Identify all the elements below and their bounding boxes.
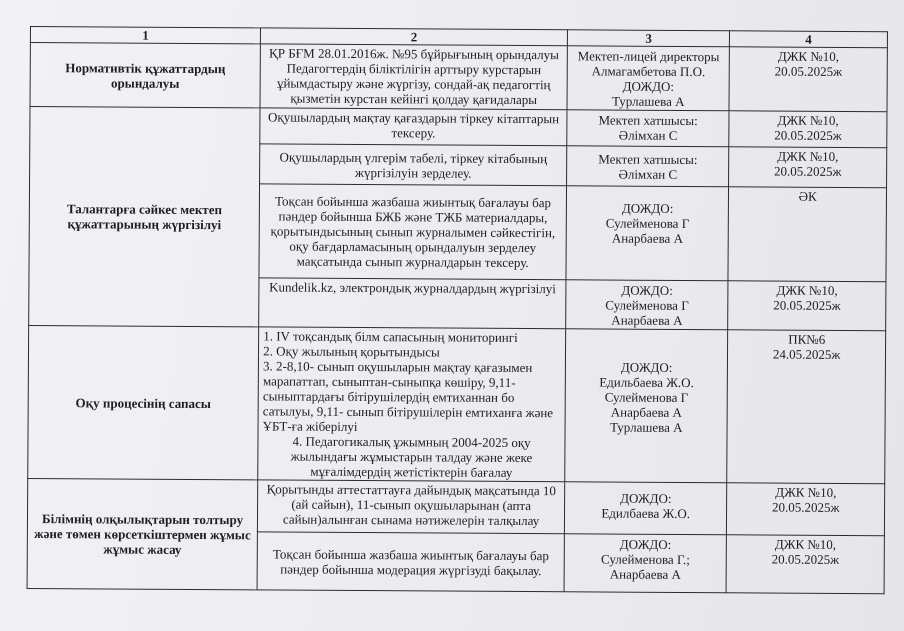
- responsible-line: Сулейменова Г: [605, 297, 689, 314]
- date-cell: [727, 483, 885, 536]
- date-cell: [729, 111, 887, 148]
- plan-table: [27, 26, 888, 594]
- task-cell: Тоқсан бойынша жазбаша жиынтық бағалауы бар пәндер бойынша модерация жүргізуді бақылау.: [257, 532, 564, 592]
- section-title: Талантарға сәйкес мектеп құжаттарының жүргізілуі: [29, 107, 260, 327]
- responsible-line: Анарбаева А: [609, 566, 681, 582]
- date-line: 20.05.2025ж: [773, 297, 841, 313]
- table-row: [28, 325, 886, 483]
- date-cell: [728, 187, 886, 282]
- responsible-cell: [565, 329, 728, 483]
- responsible-line: ДОЖДО:: [622, 78, 675, 94]
- date-cell: [729, 47, 887, 112]
- responsible-line: ДОЖДО:: [619, 536, 672, 552]
- date-line: 20.05.2025ж: [771, 551, 840, 567]
- section-title: Нормативтік құжаттардың орындалуы: [30, 43, 261, 108]
- responsible-line: Турлашева А: [611, 93, 685, 109]
- task-list-item: 1. IV тоқсандық білм сапасының мониторингі: [263, 328, 518, 345]
- date-line: ДЖК №10,: [777, 148, 839, 164]
- column-header-3: 3: [567, 30, 729, 47]
- task-list-item: 4. Педагогикалық ұжымның 2004-2025 оқу жылындағы жұмыстарын талдау және жеке мұғалімдердің жетістіктерін бағалау: [290, 433, 533, 480]
- responsible-line: Едильбаева Ж.О.: [599, 374, 694, 391]
- responsible-cell: [567, 46, 730, 111]
- responsible-line: Едилбаева Ж.О.: [601, 505, 691, 522]
- task-cell: ҚР БҒМ 28.01.2016ж. №95 бұйрығының орындалуы Педагогтердің біліктілігін арттыру курстарын ұйымдастыру және жүргізу, сондай-ақ педагогтің қызметін курстан кейінгі қолдау қағидалары: [260, 44, 567, 110]
- column-header-2: 2: [261, 28, 568, 46]
- responsible-line: Сулейменова Г: [605, 215, 690, 232]
- responsible-cell: [566, 186, 729, 281]
- responsible-line: Әлімхан С: [618, 127, 678, 143]
- table-row: [30, 43, 887, 112]
- date-line: 20.05.2025ж: [774, 63, 843, 79]
- responsible-line: Анарбаева А: [611, 312, 683, 328]
- responsible-line: Мектеп-лицей директоры: [577, 48, 720, 65]
- date-line: 20.05.2025ж: [771, 499, 840, 515]
- date-line: 20.05.2025ж: [773, 163, 842, 179]
- table-row: [27, 478, 884, 535]
- responsible-cell: [566, 280, 728, 330]
- date-line: ДЖК №10,: [774, 536, 837, 552]
- responsible-line: ДОЖДО:: [620, 490, 672, 506]
- date-cell: [729, 147, 887, 188]
- date-line: ДЖК №10,: [776, 282, 838, 298]
- date-line: 20.05.2025ж: [774, 127, 842, 143]
- responsible-line: Мектеп хатшысы:: [598, 151, 698, 168]
- task-list-item: 2. Оқу жылының қорытындысы: [263, 343, 440, 360]
- column-header-1: 1: [30, 27, 260, 44]
- responsible-cell: [565, 482, 728, 535]
- date-cell: [726, 535, 884, 594]
- column-header-4: 4: [730, 31, 888, 48]
- task-cell: Kundelik.kz, электрондық журналдардың жүргізілуі: [259, 278, 566, 329]
- date-line: ДЖК №10,: [775, 484, 837, 500]
- responsible-line: Анарбаева А: [611, 230, 684, 246]
- task-cell: Оқушылардың мақтау қағаздарын тіркеу кітаптарын тексеру.: [260, 108, 567, 146]
- section-title: Оқу процесінің сапасы: [28, 325, 259, 479]
- date-line: ПК№6: [788, 331, 826, 347]
- date-cell: [727, 330, 886, 484]
- responsible-line: Анарбаева А: [610, 404, 682, 420]
- task-cell: Тоқсан бойынша жазбаша жиынтық бағалауы бар пәндер бойынша БЖБ және ТЖБ материалдары, қорытындысының сынып журналымен сәйкестігін, оқу бағдарламасының орындалуын зерделеу мақсатында сынып журналдарын тексеру.: [259, 184, 567, 280]
- responsible-line: Алмагамбетова П.О.: [591, 63, 706, 80]
- responsible-line: ДОЖДО:: [621, 200, 674, 216]
- responsible-line: Сулейменова Г: [604, 389, 689, 406]
- section-title: Білімнің олқылықтарын толтыру және төмен көрсеткіштермен жұмыс жұмыс жасау: [27, 478, 258, 589]
- date-line: ДЖК №10,: [777, 48, 840, 64]
- date-line: ДЖК №10,: [777, 112, 839, 128]
- task-cell: Қорытынды аттестаттауға дайындық мақсатында 10 (ай сайын), 11-сынып оқушыларынан (апта сайын)алынған сынама нәтижелерін талқылау: [258, 480, 565, 534]
- table-row: [30, 107, 887, 148]
- date-line: 24.05.2025ж: [772, 346, 841, 362]
- responsible-line: Әлімхан С: [618, 166, 678, 182]
- responsible-line: ДОЖДО:: [620, 359, 673, 375]
- task-list-item: 3. 2-8,10- сынып оқушыларын мақтау қағазымен марапаттап, сыныптан-сыныпқа көшіру, 9,11-сыныптардағы бітірушілердің емтиханнан бо сатылуы, 9,11- сынып бітірушілерін емтиханға және ҰБТ-ға жіберілуі: [262, 358, 554, 435]
- task-cell: [258, 327, 566, 482]
- responsible-cell: [564, 534, 727, 593]
- task-cell: Оқушылардың үлгерім табелі, тіркеу кітабының жүргізілуін зерделеу.: [260, 144, 567, 186]
- responsible-line: Мектеп хатшысы:: [598, 112, 698, 129]
- date-line: ӘК: [798, 188, 817, 204]
- responsible-line: Турлашева А: [609, 419, 683, 435]
- responsible-line: ДОЖДО:: [621, 282, 673, 298]
- responsible-line: Сулейменова Г.;: [600, 551, 690, 568]
- date-cell: [728, 281, 886, 331]
- responsible-cell: [567, 146, 729, 187]
- responsible-cell: [567, 110, 729, 147]
